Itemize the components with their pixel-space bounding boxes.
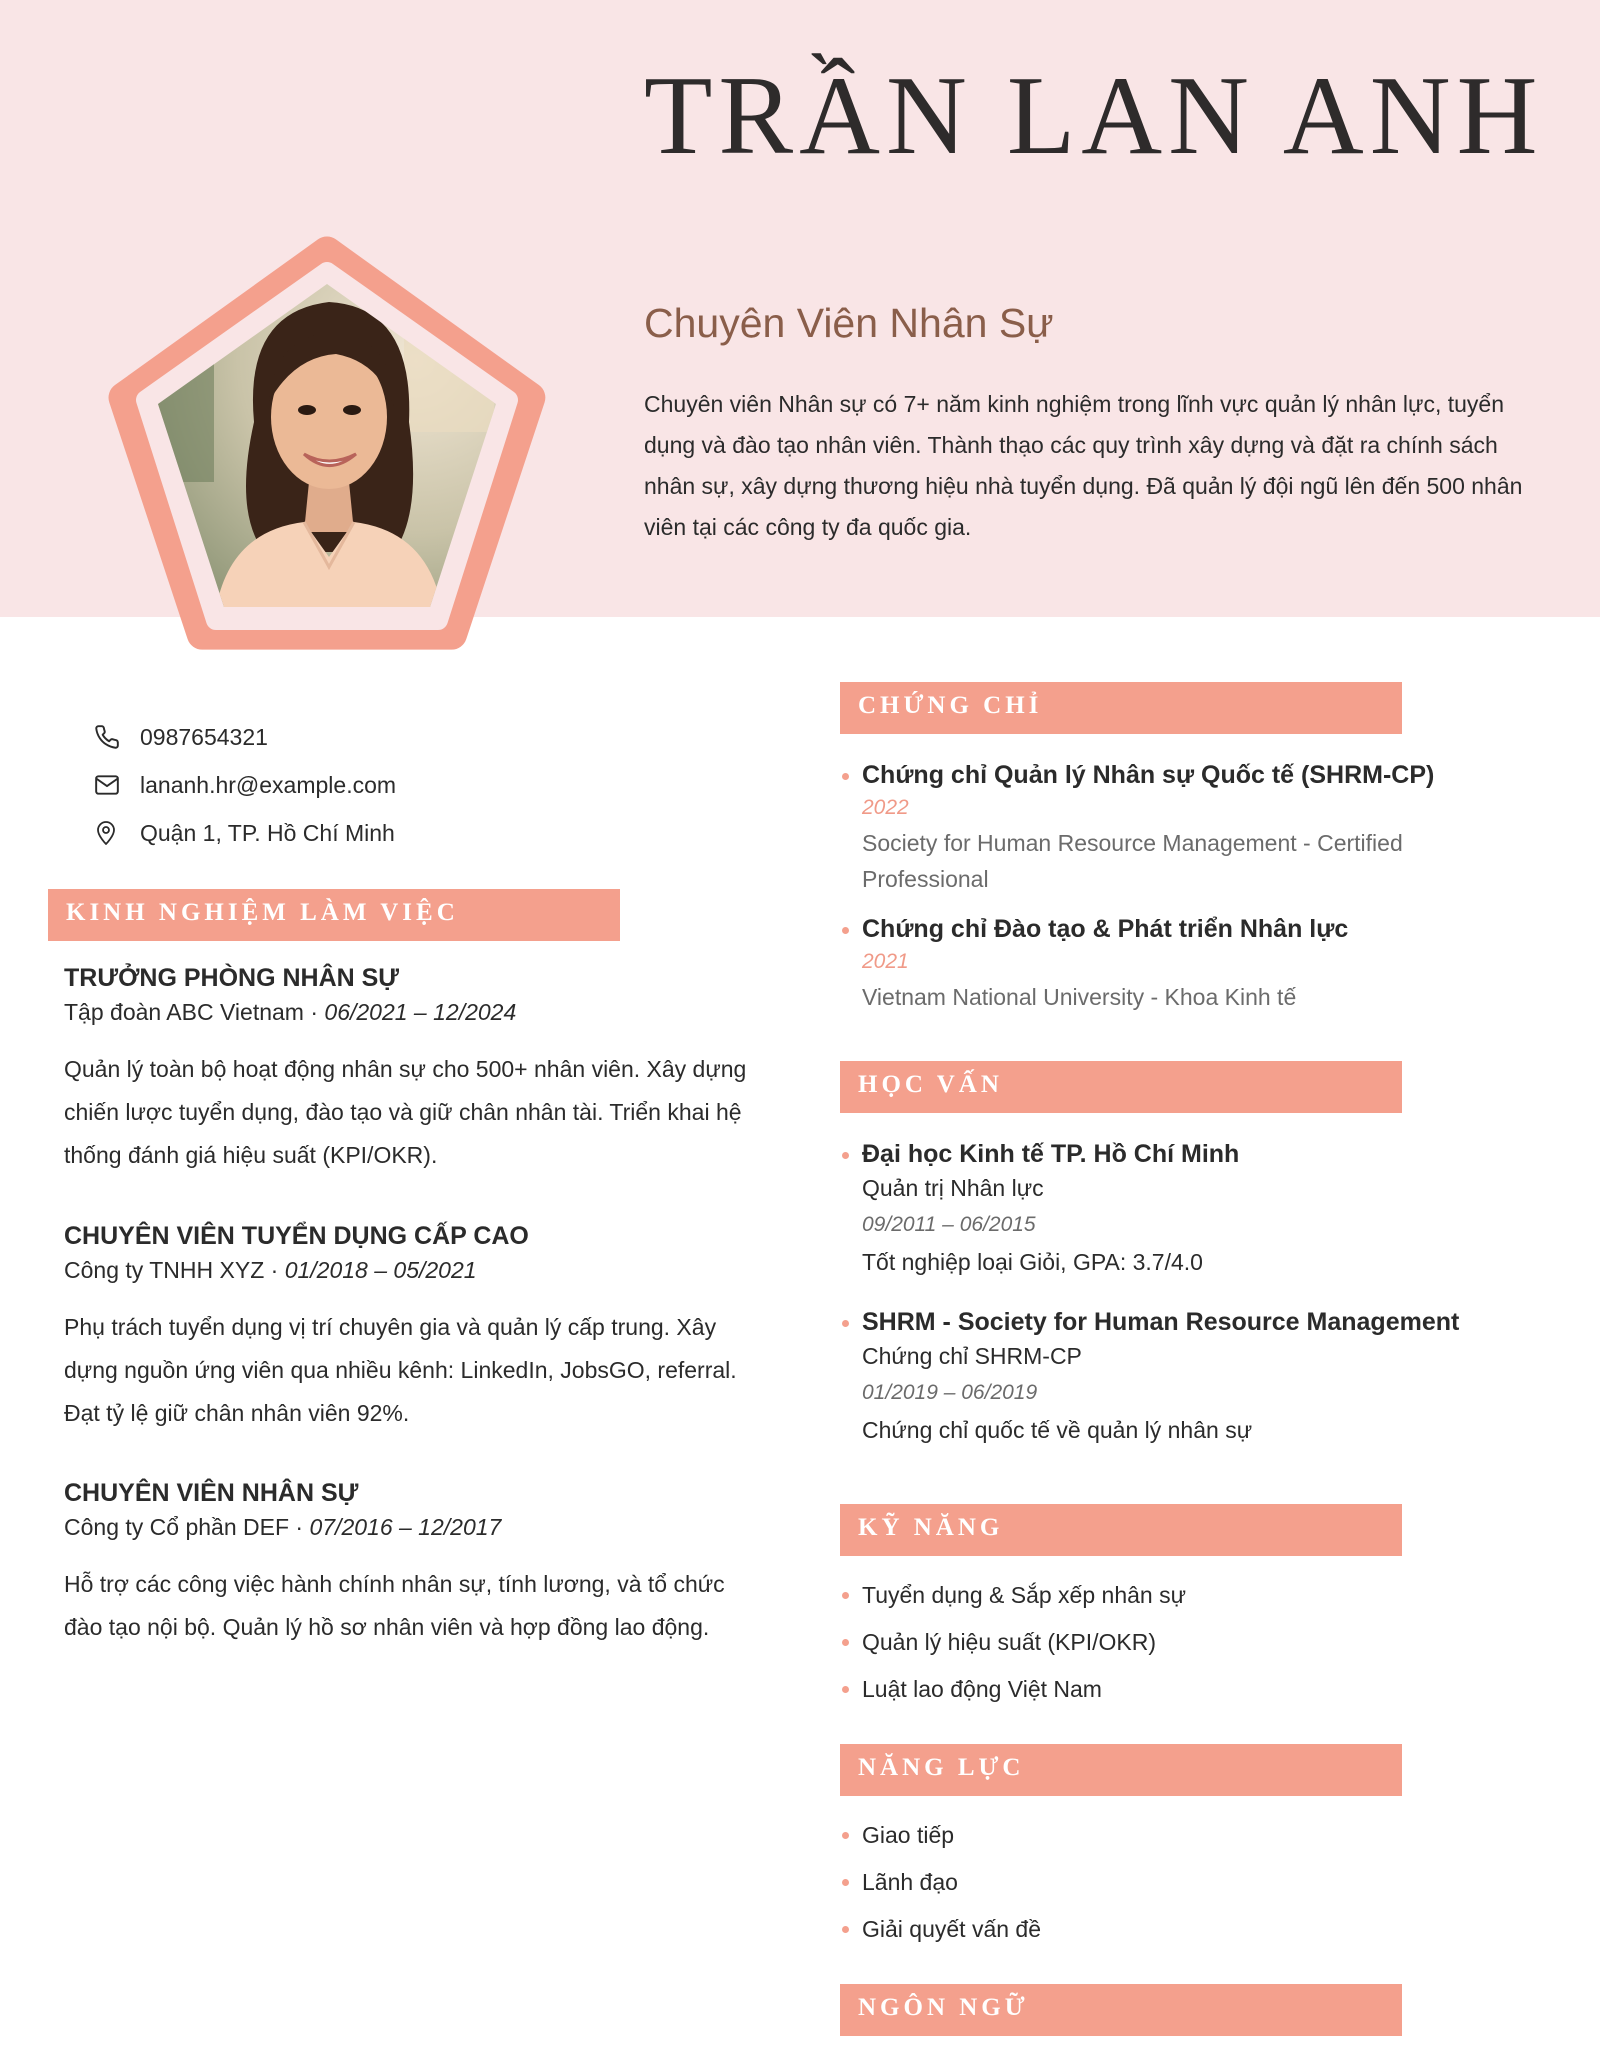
contact-phone[interactable]: [94, 713, 396, 761]
experience-role: CHUYÊN VIÊN TUYỂN DỤNG CẤP CAO: [64, 1222, 529, 1250]
certificate-issuer: Society for Human Resource Management - Certified Professional: [862, 830, 1403, 892]
location-pin-icon: [94, 819, 126, 847]
skills-list: [842, 1572, 1522, 1713]
experience-item: [64, 1220, 764, 1435]
experience-heading: KINH NGHIỆM LÀM VIỆC: [48, 889, 620, 941]
skills-heading: KỸ NĂNG: [840, 1504, 1402, 1556]
address-text: Quận 1, TP. Hồ Chí Minh: [140, 819, 395, 846]
candidate-name: TRẦN LAN ANH: [644, 54, 1544, 178]
certificate-year: 2021: [862, 950, 909, 973]
portrait-photo: [104, 232, 550, 662]
experience-date: 07/2016 – 12/2017: [309, 1514, 502, 1540]
certificate-item: [842, 913, 1522, 1015]
competencies-list: [842, 1812, 1522, 1953]
certificate-list: [842, 759, 1522, 1015]
phone-icon: [94, 723, 126, 751]
skill-item: Luật lao động Việt Nam: [842, 1666, 1522, 1713]
experience-company: Tập đoàn ABC Vietnam: [64, 999, 304, 1025]
experience-description: Hỗ trợ các công việc hành chính nhân sự, tính lương, và tổ chức đào tạo nội bộ. Quản lý hồ sơ nhân viên và hợp đồng lao động.: [64, 1571, 725, 1640]
mail-icon: [94, 771, 126, 799]
languages-heading: NGÔN NGỮ: [840, 1984, 1402, 2036]
experience-description: Quản lý toàn bộ hoạt động nhân sự cho 500+ nhân viên. Xây dựng chiến lược tuyển dụng, đào tạo và giữ chân nhân tài. Triển khai hệ thống đánh giá hiệu suất (KPI/OKR).: [64, 1056, 747, 1168]
skill-item: Quản lý hiệu suất (KPI/OKR): [842, 1619, 1522, 1666]
experience-company: Công ty Cổ phần DEF: [64, 1514, 290, 1540]
education-school: Đại học Kinh tế TP. Hồ Chí Minh: [862, 1140, 1240, 1168]
experience-date: 01/2018 – 05/2021: [284, 1257, 477, 1283]
certificate-issuer: Vietnam National University - Khoa Kinh tế: [862, 984, 1297, 1010]
experience-meta: [64, 994, 764, 1030]
meta-separator: ·: [264, 1257, 285, 1283]
certificate-title: Chứng chỉ Quản lý Nhân sự Quốc tế (SHRM-CP): [862, 761, 1435, 789]
competency-item: Giao tiếp: [842, 1812, 1522, 1859]
education-note: Tốt nghiệp loại Giỏi, GPA: 3.7/4.0: [862, 1249, 1203, 1275]
contact-email[interactable]: [94, 761, 396, 809]
competency-item: Giải quyết vấn đề: [842, 1906, 1522, 1953]
job-title: Chuyên Viên Nhân Sự: [644, 300, 1054, 346]
experience-date: 06/2021 – 12/2024: [324, 999, 517, 1025]
education-school: SHRM - Society for Human Resource Management: [862, 1308, 1460, 1336]
education-date: 09/2011 – 06/2015: [862, 1213, 1036, 1236]
experience-meta: [64, 1252, 764, 1288]
certificate-title: Chứng chỉ Đào tạo & Phát triển Nhân lực: [862, 915, 1349, 943]
experience-role: CHUYÊN VIÊN NHÂN SỰ: [64, 1479, 359, 1507]
education-item: [842, 1138, 1522, 1280]
education-item: [842, 1306, 1522, 1448]
competency-item: Lãnh đạo: [842, 1859, 1522, 1906]
experience-item: [64, 962, 764, 1177]
phone-number: 0987654321: [140, 723, 268, 750]
education-note: Chứng chỉ quốc tế về quản lý nhân sự: [862, 1417, 1253, 1443]
education-major: Chứng chỉ SHRM-CP: [862, 1343, 1082, 1369]
education-date: 01/2019 – 06/2019: [862, 1381, 1038, 1404]
experience-item: [64, 1477, 764, 1649]
experience-description: Phụ trách tuyển dụng vị trí chuyên gia và quản lý cấp trung. Xây dựng nguồn ứng viên qua nhiều kênh: LinkedIn, JobsGO, referral. Đạt tỷ lệ giữ chân nhân viên 92%.: [64, 1314, 737, 1426]
meta-separator: ·: [303, 999, 325, 1025]
experience-meta: [64, 1509, 764, 1545]
education-heading: HỌC VẤN: [840, 1061, 1402, 1113]
competencies-heading: NĂNG LỰC: [840, 1744, 1402, 1796]
certificates-heading: CHỨNG CHỈ: [840, 682, 1402, 734]
contact-address: [94, 809, 396, 857]
contact-list: [94, 713, 396, 857]
certificate-item: [842, 759, 1522, 897]
skill-item: Tuyển dụng & Sắp xếp nhân sự: [842, 1572, 1522, 1619]
education-major: Quản trị Nhân lực: [862, 1175, 1044, 1201]
experience-role: TRƯỞNG PHÒNG NHÂN SỰ: [64, 964, 400, 992]
email-address: lananh.hr@example.com: [140, 771, 397, 798]
profile-summary: Chuyên viên Nhân sự có 7+ năm kinh nghiệm trong lĩnh vực quản lý nhân lực, tuyển dụng và đào tạo nhân viên. Thành thạo các quy trình xây dựng và đặt ra chính sách nhân sự, xây dựng thương hiệu nhà tuyển dụng. Đã quản lý đội ngũ lên đến 500 nhân viên tại các công ty đa quốc gia.: [644, 391, 1523, 540]
education-list: [842, 1138, 1522, 1448]
experience-company: Công ty TNHH XYZ: [64, 1257, 265, 1283]
certificate-year: 2022: [862, 796, 909, 819]
meta-separator: ·: [289, 1514, 310, 1540]
